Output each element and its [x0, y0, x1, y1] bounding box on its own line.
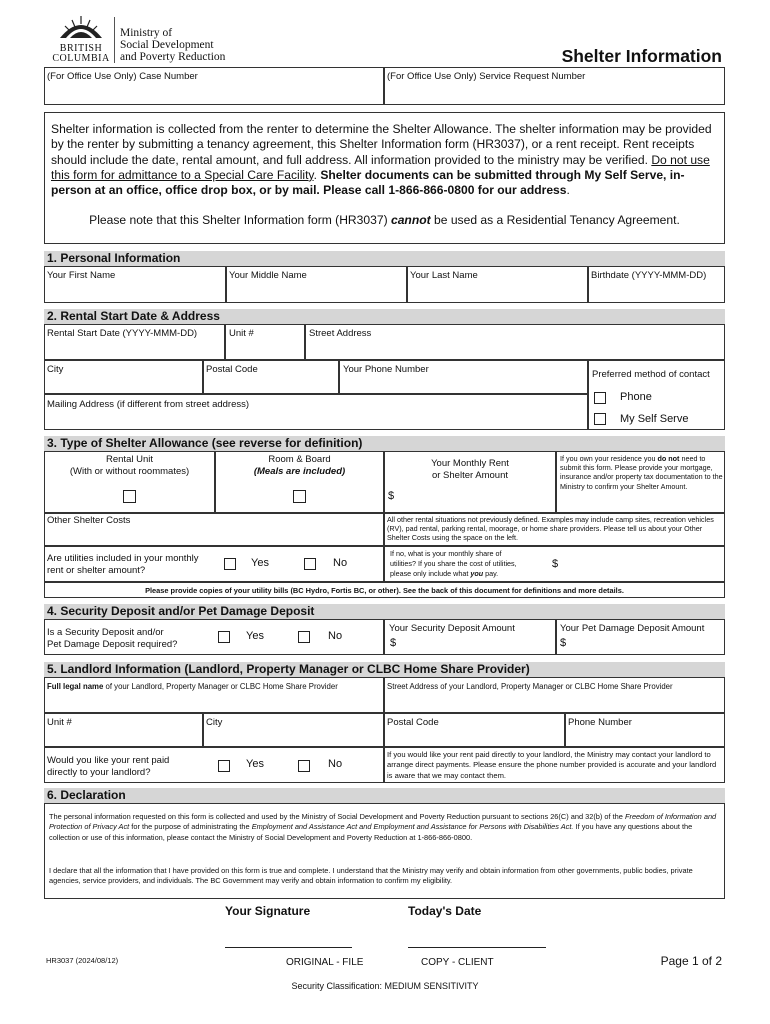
birthdate-field[interactable] — [588, 266, 725, 303]
share-3b: you — [470, 569, 484, 578]
room-board-option — [215, 451, 384, 513]
contact-myselfserve-checkbox[interactable] — [594, 413, 606, 425]
street-address-field[interactable] — [305, 324, 725, 360]
phone-number-field[interactable] — [339, 360, 588, 394]
own-text-a: If you own your residence you — [560, 454, 656, 463]
privacy-b: for the purpose of administrating the — [131, 822, 250, 832]
contact-myselfserve-label: My Self Serve — [620, 413, 689, 425]
phone-number-label: Your Phone Number — [343, 364, 429, 375]
bc-logo — [50, 12, 112, 64]
street-address-label: Street Address — [309, 328, 372, 339]
unit-field[interactable] — [225, 324, 305, 360]
room-board-checkbox[interactable] — [293, 490, 306, 503]
utility-bills-note — [44, 582, 725, 598]
rental-unit-option — [44, 451, 215, 513]
declaration-privacy — [49, 812, 723, 843]
pet-deposit-label: Your Pet Damage Deposit Amount — [560, 623, 705, 634]
rental-start-label: Rental Start Date (YYYY-MMM-DD) — [47, 328, 198, 339]
room-board-title: Room & Board — [268, 454, 331, 465]
own-text-b: do not — [657, 454, 680, 463]
ministry-name — [120, 27, 225, 63]
utilities-yes-label: Yes — [251, 557, 269, 569]
other-shelter-desc-text: All other rental situations not previously defined. Examples may include camp sites, recreation vehicles (RV), pad rental, parking rental, moorage, or home share providers. Please tell us about your Other Shelter Costs using the space on the left. — [387, 515, 714, 543]
sun-crest-icon — [50, 12, 112, 42]
landlord-unit-label: Unit # — [47, 717, 72, 728]
unit-label: Unit # — [229, 328, 254, 339]
share-3a: please only include what — [390, 569, 469, 578]
logo-divider — [114, 17, 115, 63]
ministry-line-2: Social Development — [120, 39, 214, 51]
direct-pay-yes-checkbox[interactable] — [218, 760, 230, 772]
utilities-q-line1: Are utilities included in your monthly — [47, 553, 199, 564]
direct-pay-yes-label: Yes — [246, 758, 264, 770]
deposit-q-line2: Pet Damage Deposit required? — [47, 639, 178, 650]
original-file-label: ORIGINAL - FILE — [286, 957, 364, 968]
ministry-line-3: and Poverty Reduction — [120, 51, 226, 63]
date-label: Today's Date — [408, 904, 482, 918]
city-label: City — [47, 364, 64, 375]
section-3-header: 3. Type of Shelter Allowance (see reverse for definition) — [44, 436, 725, 451]
other-shelter-costs-field[interactable] — [44, 513, 384, 546]
mailing-address-field[interactable] — [44, 394, 588, 430]
intro-note-cannot: cannot — [390, 213, 431, 227]
landlord-postal-label: Postal Code — [387, 717, 439, 728]
other-shelter-desc — [384, 513, 725, 546]
special-care-link[interactable]: Do not use this form for admittance to a Special Care Facility — [51, 152, 710, 182]
direct-pay-question — [44, 747, 384, 783]
last-name-label: Your Last Name — [410, 270, 478, 281]
mailing-address-label: Mailing Address (if different from street address) — [47, 399, 250, 410]
form-code: HR3037 (2024/08/12) — [46, 956, 119, 965]
landlord-phone-field[interactable] — [565, 713, 725, 747]
last-name-field[interactable] — [407, 266, 588, 303]
privacy-a: The personal information requested on this form is collected and used by the Ministry of Social Development and Poverty Reduction pursuant to sections 26(C) and 32(b) of the — [49, 812, 623, 821]
landlord-name-bold: Full legal name — [47, 682, 104, 691]
declaration-statement: I declare that all the information that I have provided on this form is true and complete. I understand that the Ministry may verify and obtain information from other governments, public bodies, private agencies, service providers, and individuals. The BC Government may verify and obtain information to confirm my eligibility. — [49, 866, 693, 886]
logo-text-british: BRITISH — [59, 43, 103, 54]
monthly-rent-field[interactable] — [384, 451, 556, 513]
own-residence-text — [560, 454, 724, 491]
contact-phone-label: Phone — [620, 391, 652, 403]
utilities-yes-checkbox[interactable] — [224, 558, 236, 570]
security-deposit-field[interactable] — [384, 619, 556, 655]
section-1-header: 1. Personal Information — [44, 251, 725, 266]
intro-box — [44, 112, 725, 244]
intro-submit-text: Shelter documents can be submitted through My Self Serve, in-person at an office, office drop box, or by mail. Please call 1-866-866-0800 for our address — [51, 167, 685, 198]
middle-name-label: Your Middle Name — [229, 270, 307, 281]
service-request-field[interactable] — [384, 67, 725, 105]
landlord-name-rest: of your Landlord, Property Manager or CLBC Home Share Provider — [105, 682, 338, 691]
ministry-line-1: Ministry of — [120, 27, 173, 39]
signature-label: Your Signature — [225, 904, 311, 918]
logo-text-columbia: COLUMBIA — [52, 53, 110, 64]
contact-phone-checkbox[interactable] — [594, 392, 606, 404]
privacy-c: If you have any questions about the collection or use of this information, please contact the Ministry of Social Development and Poverty Reduction at 1-866-866-0800. — [49, 822, 693, 842]
first-name-field[interactable] — [44, 266, 226, 303]
other-shelter-costs-label: Other Shelter Costs — [47, 515, 131, 526]
birthdate-label: Birthdate (YYYY-MMM-DD) — [591, 270, 707, 281]
date-line[interactable] — [408, 947, 546, 948]
share-line-1: If no, what is your monthly share of — [390, 549, 502, 558]
section-4-header: 4. Security Deposit and/or Pet Damage Deposit — [44, 604, 725, 619]
landlord-street-label: Street Address of your Landlord, Property Manager or CLBC Home Share Provider — [387, 682, 673, 691]
direct-pay-q-line1: Would you like your rent paid — [47, 755, 170, 766]
landlord-street-field[interactable] — [384, 677, 725, 713]
declaration-box — [44, 803, 725, 899]
direct-pay-note — [384, 747, 725, 783]
utility-bills-text: Please provide copies of your utility bills (BC Hydro, Fortis BC, or other). See the back of this document for definitions and more details. — [145, 586, 624, 595]
rental-unit-checkbox[interactable] — [123, 490, 136, 503]
landlord-city-label: City — [206, 717, 223, 728]
pet-deposit-field[interactable] — [556, 619, 725, 655]
utilities-no-checkbox[interactable] — [304, 558, 316, 570]
landlord-name-label — [47, 682, 338, 691]
share-dollar: $ — [552, 558, 559, 570]
intro-note-a: Please note that this Shelter Information form (HR3037) — [89, 213, 388, 227]
intro-note-b: be used as a Residential Tenancy Agreement. — [434, 213, 680, 227]
deposit-yes-checkbox[interactable] — [218, 631, 230, 643]
form-title: Shelter Information — [561, 46, 722, 66]
intro-note — [45, 213, 724, 227]
deposit-yes-label: Yes — [246, 630, 264, 642]
first-name-label: Your First Name — [47, 270, 116, 281]
landlord-unit-field[interactable] — [44, 713, 203, 747]
monthly-rent-label-2: or Shelter Amount — [431, 470, 509, 481]
rental-unit-sub: (With or without roommates) — [69, 466, 190, 477]
intro-paragraph — [51, 122, 721, 198]
case-number-label: (For Office Use Only) Case Number — [47, 71, 198, 82]
own-residence-note — [556, 451, 725, 513]
direct-pay-note-text: If you would like your rent paid directly to your landlord, the Ministry may contact your landlord to arrange direct payments. Please ensure the phone number provided is accurate and your landlord is aware that we may contact them. — [387, 750, 717, 780]
share-line-2: utilities? If you share the cost of utilities, — [390, 559, 517, 568]
section-2-header: 2. Rental Start Date & Address — [44, 309, 725, 324]
preferred-contact-label: Preferred method of contact — [592, 369, 710, 380]
landlord-phone-label: Phone Number — [568, 717, 632, 728]
deposit-question — [44, 619, 384, 655]
monthly-rent-dollar: $ — [388, 490, 395, 502]
middle-name-field[interactable] — [226, 266, 407, 303]
share-line-3 — [390, 569, 498, 578]
landlord-city-field[interactable] — [203, 713, 384, 747]
direct-pay-no-checkbox[interactable] — [298, 760, 310, 772]
utilities-question — [44, 546, 384, 582]
landlord-postal-field[interactable] — [384, 713, 565, 747]
privacy-act-1: Freedom of Information and Protection of Privacy Act — [49, 812, 717, 832]
pet-deposit-dollar: $ — [560, 637, 567, 649]
signature-line[interactable] — [225, 947, 352, 948]
postal-code-field[interactable] — [203, 360, 339, 394]
section-5-header: 5. Landlord Information (Landlord, Property Manager or CLBC Home Share Provider) — [44, 662, 725, 677]
city-field[interactable] — [44, 360, 203, 394]
security-deposit-label: Your Security Deposit Amount — [389, 623, 515, 634]
postal-code-label: Postal Code — [206, 364, 258, 375]
copy-client-label: COPY - CLIENT — [421, 957, 494, 968]
deposit-q-line1: Is a Security Deposit and/or — [47, 627, 164, 638]
security-classification: Security Classification: MEDIUM SENSITIVITY — [291, 981, 479, 991]
direct-pay-q-line2: directly to your landlord? — [47, 767, 151, 778]
deposit-no-label: No — [328, 630, 343, 642]
intro-period: . — [313, 167, 317, 182]
security-deposit-dollar: $ — [390, 637, 397, 649]
intro-end: . — [566, 183, 570, 198]
utilities-no-label: No — [333, 557, 348, 569]
case-number-field[interactable] — [44, 67, 384, 105]
monthly-rent-label: Your Monthly Rent — [431, 458, 509, 469]
service-request-label: (For Office Use Only) Service Request Number — [387, 71, 586, 82]
utilities-share-field[interactable] — [384, 546, 725, 582]
rental-start-field[interactable] — [44, 324, 225, 360]
room-board-sub: (Meals are included) — [253, 466, 346, 477]
direct-pay-no-label: No — [328, 758, 343, 770]
own-text-c: need to submit this form. Please provide your mortgage, insurance and/or property tax documentation to the Ministry to confirm your Shelter Amount. — [560, 454, 723, 491]
preferred-contact-group — [588, 360, 725, 430]
section-6-header: 6. Declaration — [44, 788, 725, 803]
share-3c: pay. — [485, 569, 499, 578]
privacy-act-2: Employment and Assistance Act and Employment and Assistance for Persons with Disabilities Act. — [251, 822, 574, 832]
deposit-no-checkbox[interactable] — [298, 631, 310, 643]
intro-text: Shelter information is collected from the renter to determine the Shelter Allowance. The shelter information may be provided by the renter by submitting a tenancy agreement, this Shelter Information form (HR3037), or a rent receipt. Rent receipts should include the date, rental amount, and full address. All information provided to the ministry may be verified. — [51, 122, 712, 167]
landlord-name-field[interactable] — [44, 677, 384, 713]
rental-unit-title: Rental Unit — [106, 454, 153, 465]
page-number: Page 1 of 2 — [660, 954, 722, 968]
utilities-q-line2: rent or shelter amount? — [47, 565, 146, 576]
